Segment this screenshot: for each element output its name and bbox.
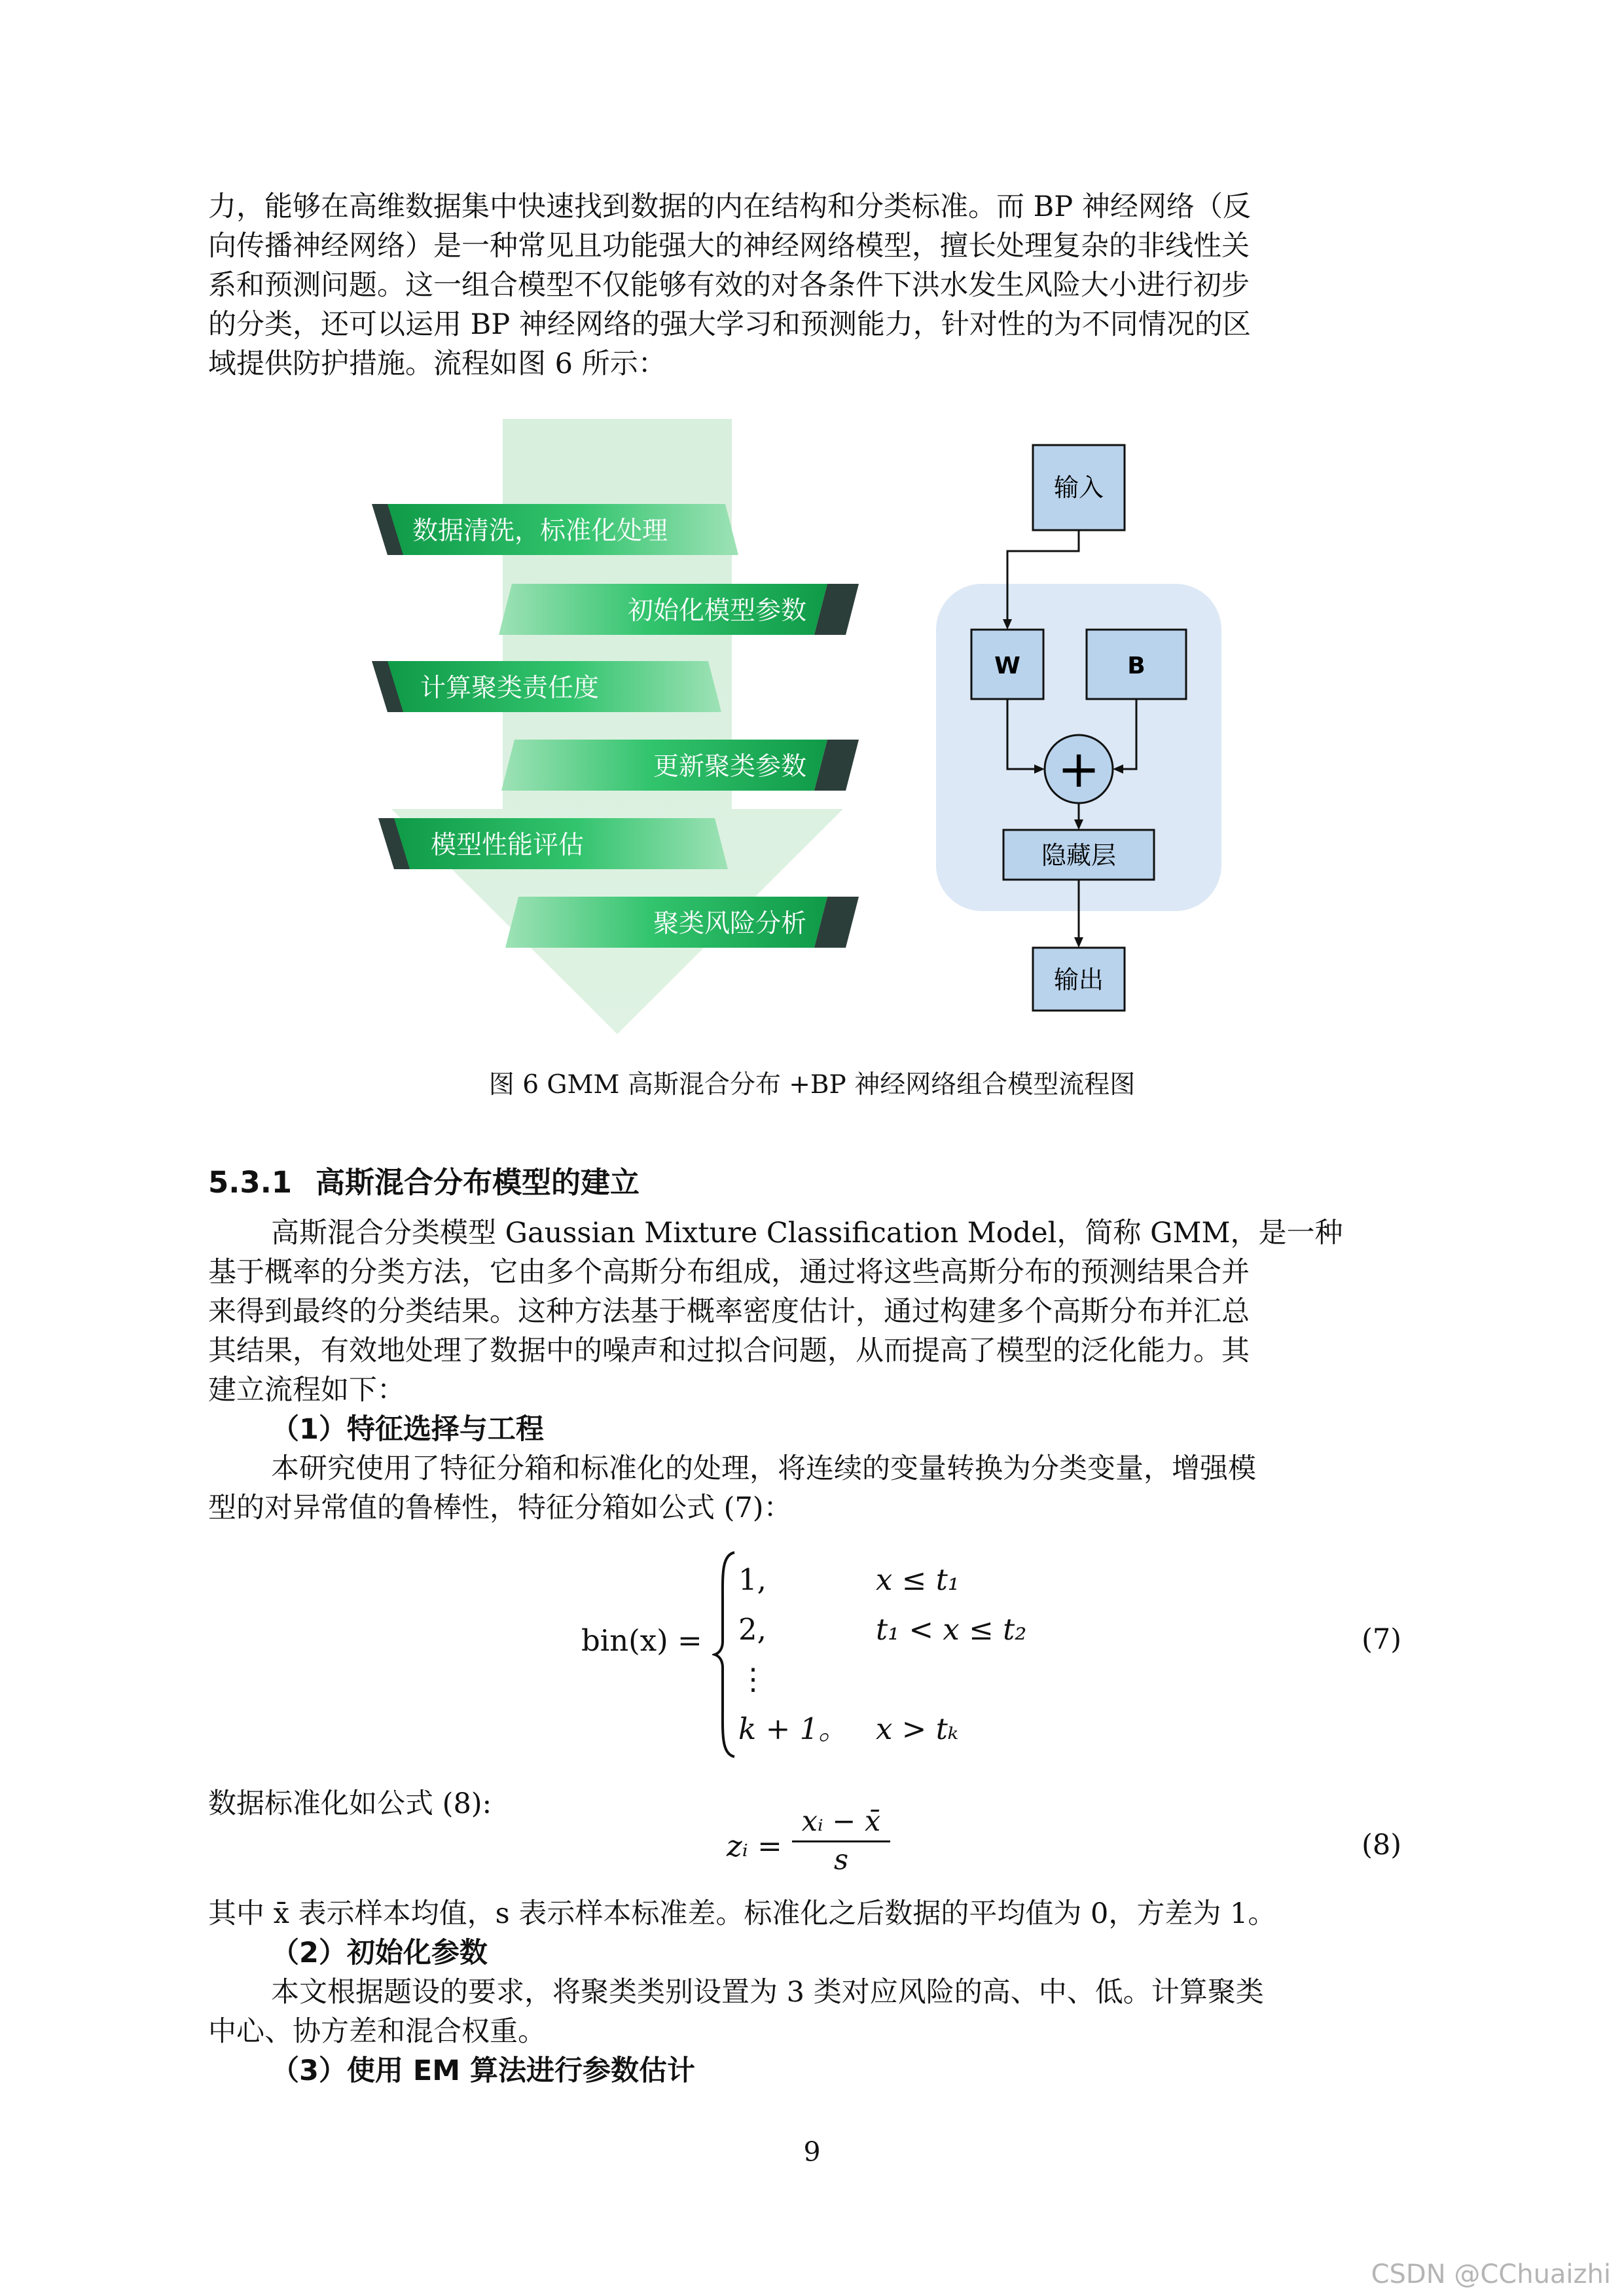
eq8-fraction <box>792 1805 890 1876</box>
intro-line: 的分类，还可以运用 BP 神经网络的强大学习和预测能力，针对性的为不同情况的区 <box>208 308 1251 341</box>
std-note-line: 其中 x̄ 表示样本均值，s 表示样本标准差。标准化之后数据的平均值为 0，方差为 1。 <box>208 1897 1276 1930</box>
intro-line: 向传播神经网络）是一种常见且功能强大的神经网络模型，擅长处理复杂的非线性关 <box>208 230 1250 262</box>
eq7-case-cond <box>876 1655 1026 1704</box>
eq7-values <box>738 1555 848 1754</box>
flow-step-label: 计算聚类责任度 <box>420 673 600 703</box>
gmm-line: 基于概率的分类方法，它由多个高斯分布组成，通过将这些高斯分布的预测结果合并 <box>208 1256 1250 1289</box>
eq7-lhs: bin(x) = <box>581 1623 702 1658</box>
nn-bias-label: B <box>1127 653 1146 679</box>
nn-sum-label: + <box>1057 740 1100 799</box>
flow-step-label: 更新聚类参数 <box>653 752 806 781</box>
gmm-line: 其结果，有效地处理了数据中的噪声和过拟合问题，从而提高了模型的泛化能力。其 <box>208 1335 1250 1367</box>
init-paragraph <box>208 1973 1405 2051</box>
subheading-2: （2）初始化参数 <box>271 1937 488 1969</box>
feature-paragraph <box>208 1449 1405 1528</box>
feature-line: 型的对异常值的鲁棒性，特征分箱如公式 (7)： <box>208 1492 792 1524</box>
subheading-1: （1）特征选择与工程 <box>271 1413 544 1446</box>
gmm-line: 高斯混合分类模型 Gaussian Mixture Classification Model，简称 GMM，是一种 <box>271 1217 1343 1249</box>
flow-step-label: 初始化模型参数 <box>627 596 806 626</box>
flow-step-5 <box>378 818 728 869</box>
section-heading <box>208 1158 640 1201</box>
eq7-case-value: k + 1。 <box>738 1712 848 1746</box>
flow-step-label: 模型性能评估 <box>431 831 585 860</box>
flow-step-1 <box>372 504 738 555</box>
intro-line: 系和预测问题。这一组合模型不仅能够有效的对各条件下洪水发生风险大小进行初步 <box>208 269 1250 302</box>
intro-paragraph <box>208 187 1405 384</box>
flow-step-label: 聚类风险分析 <box>653 909 806 939</box>
nn-hidden-label: 隐藏层 <box>1041 841 1117 870</box>
eq8-numerator: xᵢ − x̄ <box>792 1805 890 1842</box>
feature-line: 本研究使用了特征分箱和标准化的处理，将连续的变量转换为分类变量，增强模 <box>271 1452 1256 1485</box>
eq7-case-cond: t₁ < x ≤ t₂ <box>876 1612 1027 1647</box>
flow-step-6 <box>505 897 859 948</box>
eq7-brace <box>712 1550 738 1759</box>
figure-6 <box>0 419 1624 1047</box>
std-intro-line: 数据标准化如公式 (8): <box>208 1787 492 1820</box>
init-line: 本文根据题设的要求，将聚类类别设置为 3 类对应风险的高、中、低。计算聚类 <box>271 1976 1264 2009</box>
eq7-conditions <box>876 1555 1026 1754</box>
nn-input-label: 输入 <box>1053 473 1104 502</box>
eq8-number: (8) <box>1362 1829 1401 1861</box>
eq7-number: (7) <box>1362 1623 1401 1656</box>
section-title: 高斯混合分布模型的建立 <box>316 1165 640 1200</box>
flow-step-3 <box>372 661 721 712</box>
watermark: CSDN @CChuaizhi <box>1371 2259 1611 2289</box>
eq8-denominator: s <box>833 1844 849 1876</box>
flow-step-2 <box>499 584 859 635</box>
section-number: 5.3.1 <box>208 1165 293 1200</box>
page-number: 9 <box>803 2136 821 2168</box>
eq7-case-value: ⋮ <box>738 1662 768 1696</box>
flow-step-label: 数据清洗，标准化处理 <box>412 516 668 546</box>
flow-step-4 <box>501 740 859 791</box>
eq7-case-cond: x > tₖ <box>876 1712 959 1746</box>
gmm-paragraph <box>208 1213 1405 1410</box>
eq7-case-value: 2, <box>738 1612 767 1647</box>
nn-diagram <box>936 445 1221 1011</box>
nn-output-label: 输出 <box>1053 965 1104 994</box>
std-note-paragraph <box>208 1894 1405 1933</box>
subheading-3: （3）使用 EM 算法进行参数估计 <box>271 2054 696 2087</box>
init-line: 中心、协方差和混合权重。 <box>208 2015 546 2048</box>
gmm-line: 来得到最终的分类结果。这种方法基于概率密度估计，通过构建多个高斯分布并汇总 <box>208 1295 1250 1328</box>
intro-line: 力，能够在高维数据集中快速找到数据的内在结构和分类标准。而 BP 神经网络（反 <box>208 190 1251 223</box>
gmm-line: 建立流程如下： <box>208 1374 405 1407</box>
eq7-case-cond: x ≤ t₁ <box>876 1562 960 1597</box>
eq7-case-value: 1, <box>738 1562 767 1597</box>
figure-caption: 图 6 GMM 高斯混合分布 +BP 神经网络组合模型流程图 <box>488 1070 1136 1100</box>
eq8-lhs: zᵢ = <box>727 1829 782 1863</box>
nn-weight-label: W <box>994 653 1020 679</box>
intro-line: 域提供防护措施。流程如图 6 所示： <box>208 348 666 380</box>
